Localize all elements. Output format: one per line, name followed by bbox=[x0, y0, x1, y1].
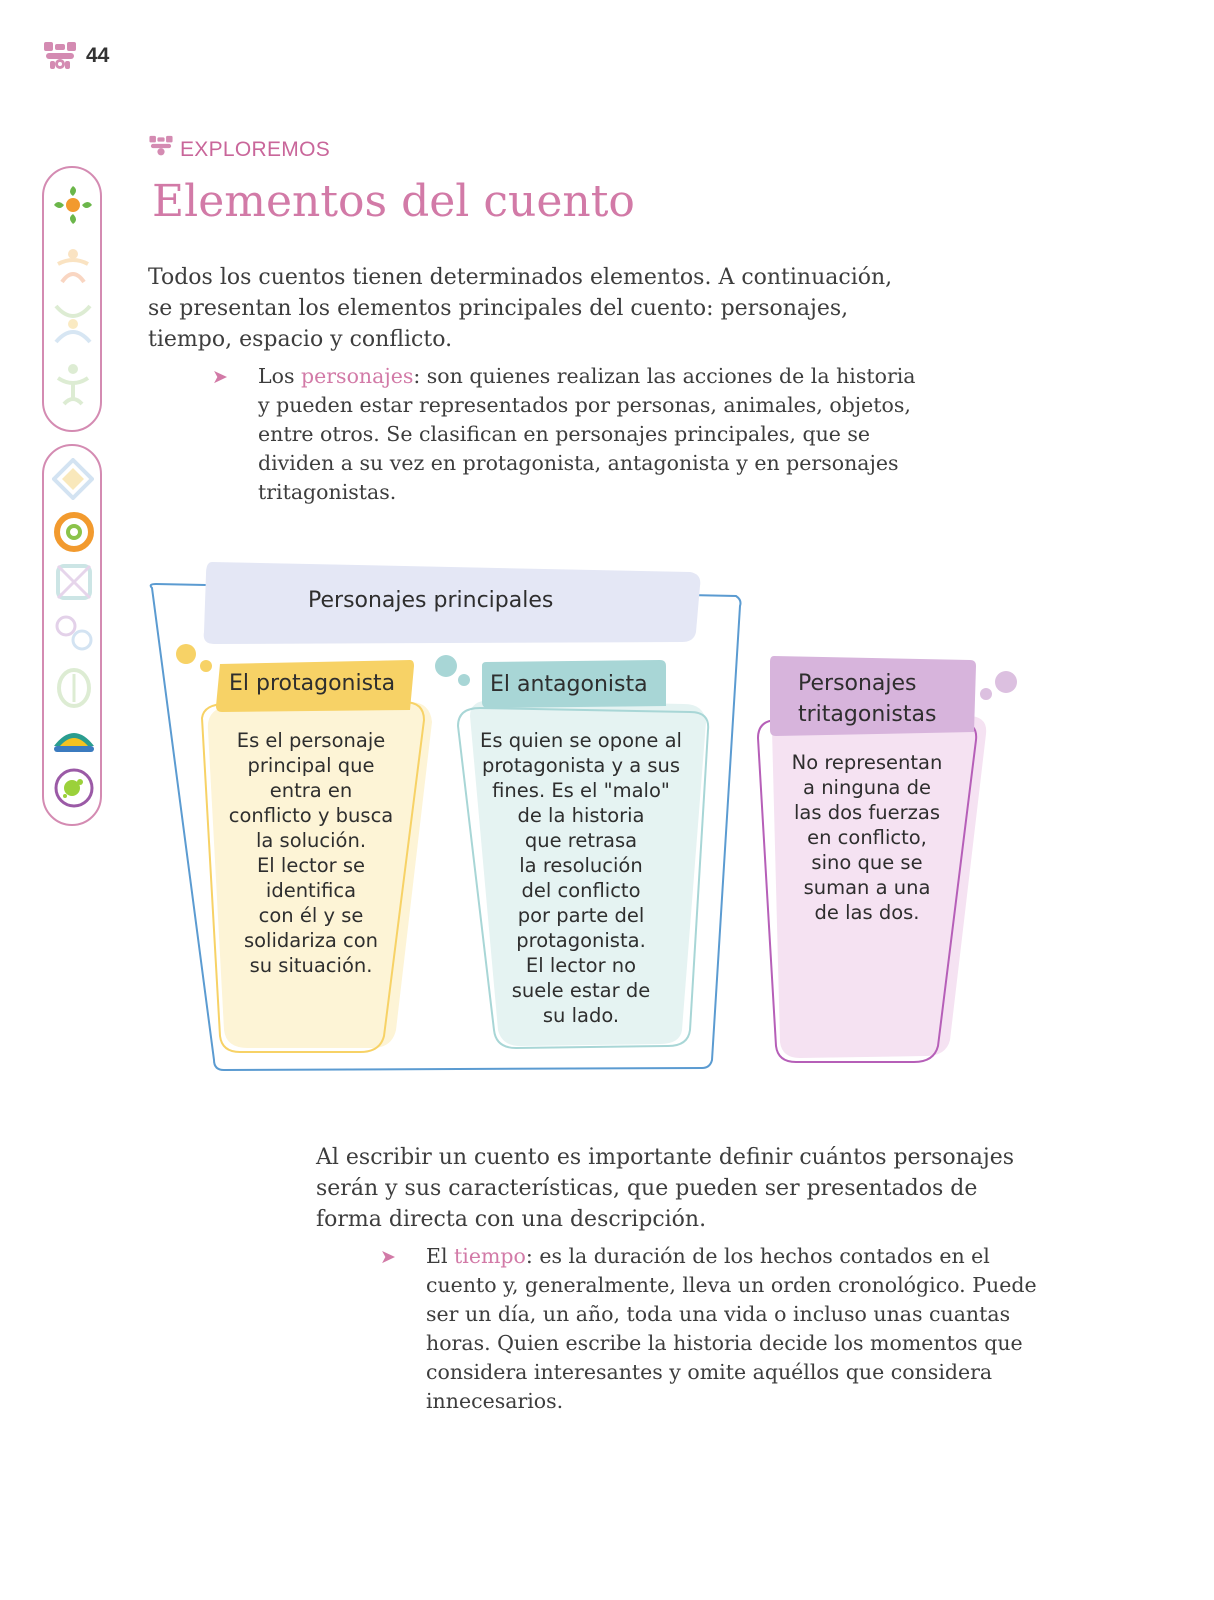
card-line: por parte del bbox=[517, 904, 645, 927]
teal-dot bbox=[458, 674, 470, 686]
purple-dot bbox=[980, 688, 992, 700]
card-line: No representan bbox=[791, 751, 943, 774]
bullet-line: ser un día, un año, toda una vida o incluso unas cuantas bbox=[426, 1302, 1011, 1326]
card-line: del conflicto bbox=[521, 879, 641, 902]
card-line: principal que bbox=[247, 754, 375, 777]
card-line: en conflicto, bbox=[807, 826, 927, 849]
bullet-line: considera interesantes y omite aquéllos que considera bbox=[426, 1360, 993, 1384]
card-line: a ninguna de bbox=[803, 776, 931, 799]
bullet-text-segment: : es la duración de los hechos contados en el bbox=[525, 1244, 990, 1268]
card-line: El lector no bbox=[525, 954, 637, 977]
paragraph-line: Al escribir un cuento es importante definir cuántos personajes bbox=[316, 1145, 1015, 1170]
second-paragraph bbox=[316, 1142, 1116, 1235]
bullet-arrow-icon: ➤ bbox=[212, 366, 228, 388]
bullet-tiempo bbox=[426, 1242, 1146, 1416]
bullet-text-segment: Los bbox=[258, 364, 301, 388]
bullet-line: horas. Quien escribe la historia decide los momentos que bbox=[426, 1331, 1023, 1355]
card-line: que retrasa bbox=[524, 829, 638, 852]
bullet-line: y pueden estar representados por personas, animales, objetos, bbox=[258, 393, 911, 417]
card-line: la resolución bbox=[519, 854, 643, 877]
bullet-text-segment: El bbox=[426, 1244, 455, 1268]
bullet-line: innecesarios. bbox=[426, 1389, 564, 1413]
card-line: solidariza con bbox=[243, 929, 379, 952]
card-line: las dos fuerzas bbox=[794, 801, 940, 824]
antagonista-description bbox=[466, 728, 696, 1028]
section-kicker: EXPLOREMOS bbox=[180, 138, 331, 161]
card-line: El lector se bbox=[256, 854, 366, 877]
tritagonistas-label bbox=[798, 668, 936, 730]
page-number: 44 bbox=[86, 44, 110, 67]
bullet-text-segment: : son quienes realizan las acciones de la historia bbox=[413, 364, 916, 388]
intro-line: se presentan los elementos principales del cuento: personajes, bbox=[148, 296, 849, 321]
yellow-dot bbox=[200, 660, 212, 672]
card-line: la solución. bbox=[255, 829, 367, 852]
protagonista-label: El protagonista bbox=[229, 671, 396, 696]
card-line: conflicto y busca bbox=[228, 804, 394, 827]
card-line: de las dos. bbox=[814, 901, 920, 924]
paragraph-line: forma directa con una descripción. bbox=[316, 1207, 707, 1232]
card-line: con él y se bbox=[258, 904, 364, 927]
bullet-line: dividen a su vez en protagonista, antagonista y en personajes bbox=[258, 451, 899, 475]
card-line: protagonista y a sus bbox=[481, 754, 681, 777]
page-title: Elementos del cuento bbox=[152, 176, 635, 227]
term-tiempo: tiempo bbox=[454, 1244, 526, 1268]
bullet-arrow-icon: ➤ bbox=[380, 1246, 396, 1268]
card-line: Es el personaje bbox=[236, 729, 386, 752]
card-line: suele estar de bbox=[511, 979, 651, 1002]
tritagonistas-description bbox=[772, 750, 962, 925]
tritagonistas-label-line: tritagonistas bbox=[798, 702, 937, 727]
card-line: entra en bbox=[269, 779, 353, 802]
paragraph-line: serán y sus características, que pueden ser presentados de bbox=[316, 1176, 978, 1201]
tritagonistas-label-line: Personajes bbox=[798, 671, 917, 696]
bullet-line: tritagonistas. bbox=[258, 480, 397, 504]
term-personajes: personajes bbox=[301, 364, 414, 388]
card-line: Es quien se opone al bbox=[480, 729, 682, 752]
principal-label: Personajes principales bbox=[308, 588, 554, 613]
protagonista-description bbox=[206, 728, 416, 978]
card-line: de la historia bbox=[517, 804, 645, 827]
yellow-dot bbox=[176, 644, 196, 664]
intro-line: Todos los cuentos tienen determinados elementos. A continuación, bbox=[148, 265, 893, 290]
purple-dot bbox=[995, 671, 1017, 693]
card-line: suman a una bbox=[803, 876, 931, 899]
bullet-line: entre otros. Se clasifican en personajes principales, que se bbox=[258, 422, 871, 446]
card-line: su situación. bbox=[249, 954, 373, 977]
teal-dot bbox=[435, 655, 457, 677]
antagonista-label: El antagonista bbox=[490, 672, 648, 697]
card-line: fines. Es el "malo" bbox=[492, 779, 670, 802]
card-line: sino que se bbox=[811, 851, 923, 874]
card-line: protagonista. bbox=[516, 929, 646, 952]
bullet-line: cuento y, generalmente, lleva un orden cronológico. Puede bbox=[426, 1273, 1037, 1297]
card-line: identifica bbox=[265, 879, 357, 902]
intro-line: tiempo, espacio y conflicto. bbox=[148, 327, 453, 352]
card-line: su lado. bbox=[542, 1004, 620, 1027]
